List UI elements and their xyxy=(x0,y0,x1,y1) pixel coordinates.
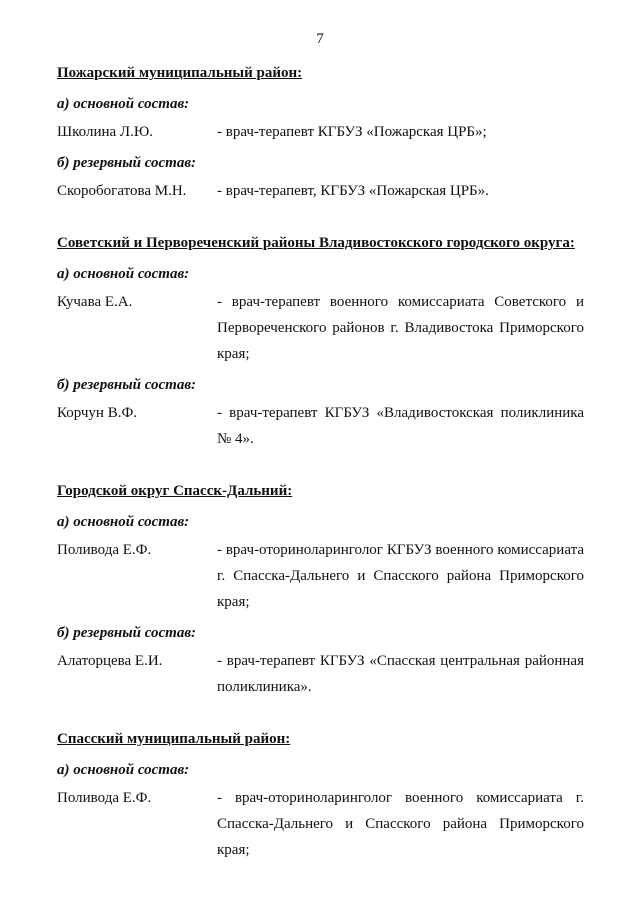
main-composition-label: а) основной состав: xyxy=(57,762,190,778)
member-row xyxy=(57,119,584,145)
member-name: Скоробогатова М.Н. xyxy=(57,183,187,199)
member-role: - врач-терапевт КГБУЗ «Владивостокская поликлиника № 4». xyxy=(217,405,584,447)
section-spassk-dalny xyxy=(57,478,584,700)
section-heading: Городской округ Спасск-Дальний: xyxy=(57,483,293,499)
section-pozharsky xyxy=(57,60,584,204)
member-role: - врач-оториноларинголог военного комиссариата г. Спасска-Дальнего и Спасского района Приморского края; xyxy=(217,790,584,858)
member-role: - врач-оториноларинголог КГБУЗ военного комиссариата г. Спасска-Дальнего и Спасского района Приморского края; xyxy=(217,542,584,610)
section-heading: Советский и Первореченский районы Владивостокского городского округа: xyxy=(57,235,575,251)
member-row xyxy=(57,178,584,204)
reserve-composition-label: б) резервный состав: xyxy=(57,377,197,393)
section-sovetsky-pervorechensky xyxy=(57,230,584,452)
member-name: Кучава Е.А. xyxy=(57,294,133,310)
member-row xyxy=(57,648,584,700)
main-composition-label: а) основной состав: xyxy=(57,96,190,112)
member-name: Поливода Е.Ф. xyxy=(57,790,152,806)
member-row xyxy=(57,400,584,452)
section-heading: Спасский муниципальный район: xyxy=(57,731,291,747)
member-name: Школина Л.Ю. xyxy=(57,124,153,140)
member-row xyxy=(57,537,584,615)
member-name: Алаторцева Е.И. xyxy=(57,653,163,669)
member-name: Поливода Е.Ф. xyxy=(57,542,152,558)
member-row xyxy=(57,785,584,863)
main-composition-label: а) основной состав: xyxy=(57,266,190,282)
reserve-composition-label: б) резервный состав: xyxy=(57,155,197,171)
section-heading: Пожарский муниципальный район: xyxy=(57,65,303,81)
section-spassky xyxy=(57,726,584,863)
document-body xyxy=(57,60,584,889)
member-role: - врач-терапевт военного комиссариата Советского и Первореченского районов г. Владивостока Приморского края; xyxy=(217,294,584,362)
member-role: - врач-терапевт, КГБУЗ «Пожарская ЦРБ». xyxy=(217,183,489,199)
member-row xyxy=(57,289,584,367)
member-name: Корчун В.Ф. xyxy=(57,405,138,421)
member-role: - врач-терапевт КГБУЗ «Пожарская ЦРБ»; xyxy=(217,124,487,140)
main-composition-label: а) основной состав: xyxy=(57,514,190,530)
reserve-composition-label: б) резервный состав: xyxy=(57,625,197,641)
member-role: - врач-терапевт КГБУЗ «Спасская центральная районная поликлиника». xyxy=(217,653,584,695)
page-number: 7 xyxy=(316,31,324,47)
